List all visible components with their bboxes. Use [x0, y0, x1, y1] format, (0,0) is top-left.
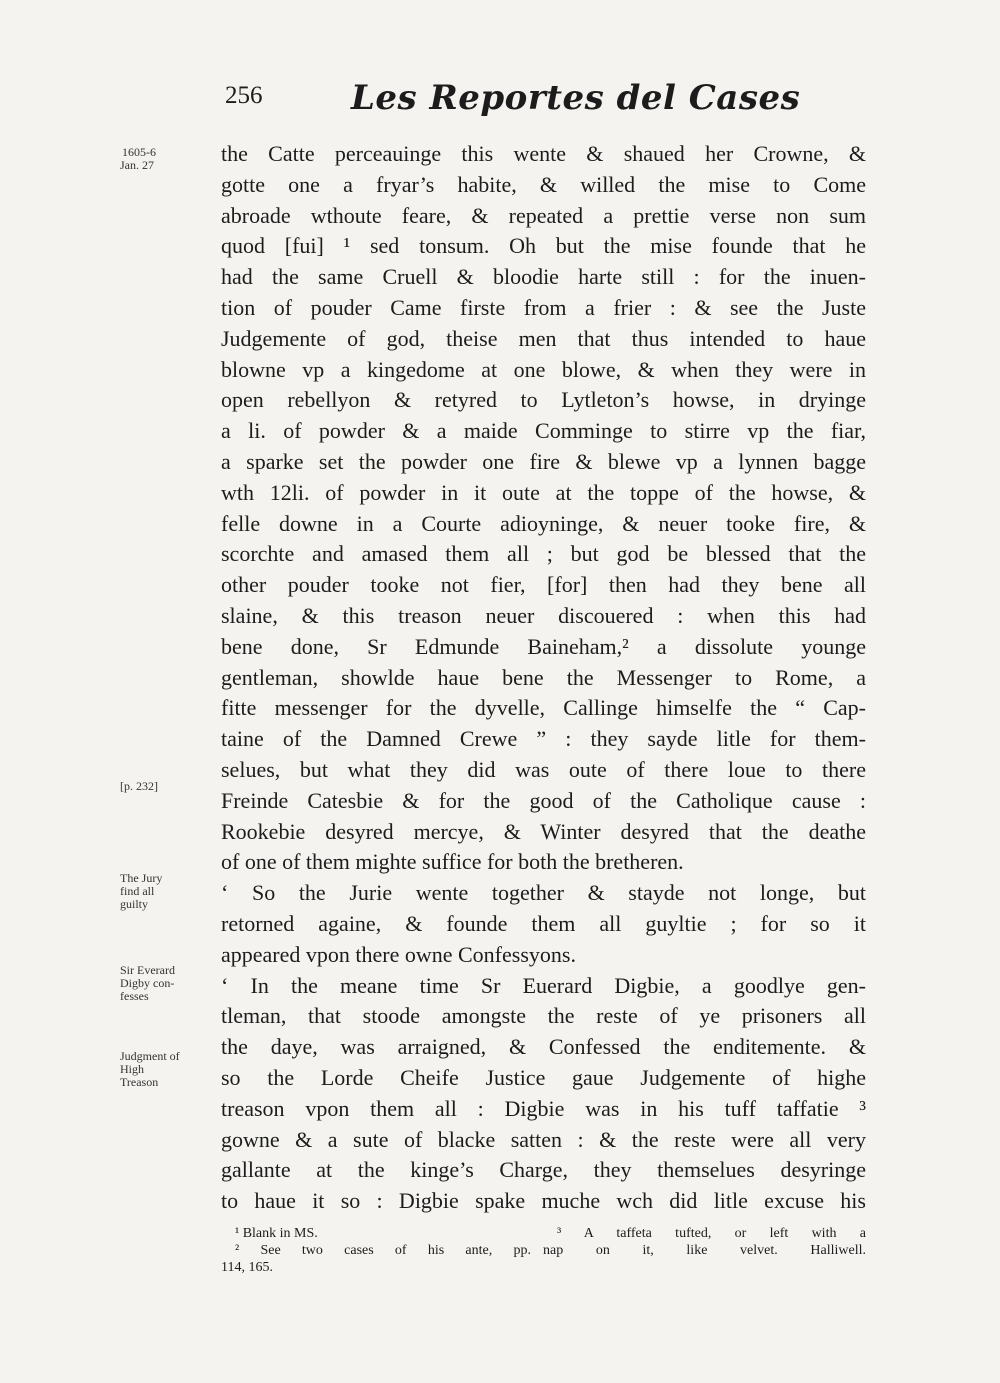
- body-line: of one of them mighte suffice for both the bretheren.: [221, 849, 684, 875]
- margin-note-date: [120, 146, 210, 172]
- body-line: the daye, was arraigned, & Confessed the enditemente. &: [221, 1034, 866, 1060]
- footnote-line: nap on it, like velvet. Halliwell.: [543, 1243, 866, 1258]
- body-line: open rebellyon & retyred to Lytleton’s howse, in dryinge: [221, 387, 866, 413]
- margin-note-line: find all: [120, 884, 155, 898]
- margin-note-line: The Jury: [120, 871, 163, 885]
- margin-note-page-ref: [120, 780, 210, 793]
- margin-note-line: Judgment of: [120, 1049, 180, 1063]
- page-header: [225, 78, 865, 126]
- body-line: so the Lorde Cheife Justice gaue Judgemente of highe: [221, 1064, 866, 1090]
- body-line: gentleman, showlde haue bene the Messenger to Rome, a: [221, 664, 866, 690]
- footnote-line: 114, 165.: [221, 1260, 273, 1275]
- body-line: selues, but what they did was oute of there loue to there: [221, 756, 866, 782]
- body-line: Freinde Catesbie & for the good of the Catholique cause :: [221, 787, 866, 813]
- margin-note-line: [p. 232]: [120, 779, 158, 793]
- page-number: 256: [225, 82, 263, 109]
- margin-note-judgment: [120, 1050, 210, 1089]
- margin-note-jury: [120, 872, 210, 911]
- margin-note-line: Sir Everard: [120, 963, 175, 977]
- body-line: tion of pouder Came firste from a frier : & see the Juste: [221, 294, 866, 320]
- margin-note-digby: [120, 964, 210, 1003]
- body-line: the Catte perceauinge this wente & shaued her Crowne, &: [221, 141, 866, 166]
- body-line: treason vpon them all : Digbie was in his tuff taffatie ³: [221, 1095, 866, 1121]
- body-line: Judgemente of god, theise men that thus intended to haue: [221, 325, 866, 351]
- body-line: ‘ So the Jurie wente together & stayde not longe, but: [221, 880, 866, 906]
- footnote-line: ² See two cases of his ante, pp.: [235, 1243, 531, 1258]
- margin-note-line: Treason: [120, 1075, 159, 1089]
- body-line: blowne vp a kingedome at one blowe, & when they were in: [221, 356, 866, 382]
- body-line: had the same Cruell & bloodie harte still : for the inuen-: [221, 264, 866, 290]
- body-line: ‘ In the meane time Sr Euerard Digbie, a goodlye gen-: [221, 972, 866, 998]
- body-line: a li. of powder & a maide Comminge to stirre vp the fiar,: [221, 418, 866, 444]
- footnotes-right-column: [543, 1225, 866, 1259]
- margin-note-line: fesses: [120, 989, 149, 1003]
- running-title: Les Reportes del Cases: [351, 78, 801, 118]
- margin-note-line: Digby con-: [120, 976, 175, 990]
- body-line: felle downe in a Courte adioyninge, & neuer tooke fire, &: [221, 510, 866, 536]
- body-line: wth 12li. of powder in it oute at the toppe of the howse, &: [221, 479, 866, 505]
- margin-note-line: High: [120, 1062, 144, 1076]
- body-line: to haue it so : Digbie spake muche wch did litle excuse his: [221, 1188, 866, 1214]
- body-line: slaine, & this treason neuer discouered : when this had: [221, 602, 866, 628]
- body-line: abroade wthoute feare, & repeated a prettie verse non sum: [221, 202, 866, 228]
- body-line: gowne & a sute of blacke satten : & the reste were all very: [221, 1126, 866, 1152]
- body-line: taine of the Damned Crewe ” : they sayde litle for them-: [221, 726, 866, 752]
- footnote-line: ¹ Blank in MS.: [235, 1226, 318, 1241]
- footnotes-left-column: [221, 1225, 531, 1276]
- body-line: other pouder tooke not fier, [for] then had they bene all: [221, 572, 866, 598]
- body-line: appeared vpon there owne Confessyons.: [221, 941, 576, 967]
- margin-note-line: 1605-6: [122, 145, 156, 159]
- margin-note-line: guilty: [120, 897, 149, 911]
- body-line: retorned againe, & founde them all guyltie ; for so it: [221, 910, 866, 936]
- body-line: scorchte and amased them all ; but god be blessed that the: [221, 541, 866, 567]
- margin-note-line: Jan. 27: [120, 158, 154, 172]
- body-line: gotte one a fryar’s habite, & willed the mise to Come: [221, 171, 866, 197]
- body-line: fitte messenger for the dyvelle, Callinge himselfe the “ Cap-: [221, 695, 866, 721]
- body-text: [221, 139, 866, 1217]
- body-line: Rookebie desyred mercye, & Winter desyred that the deathe: [221, 818, 866, 844]
- footnote-line: ³ A taffeta tufted, or left with a: [557, 1226, 866, 1241]
- body-line: tleman, that stoode amongste the reste of ye prisoners all: [221, 1003, 866, 1029]
- body-line: a sparke set the powder one fire & blewe vp a lynnen bagge: [221, 448, 866, 474]
- body-line: bene done, Sr Edmunde Baineham,² a dissolute younge: [221, 633, 866, 659]
- body-line: quod [fui] ¹ sed tonsum. Oh but the mise founde that he: [221, 233, 866, 259]
- body-line: gallante at the kinge’s Charge, they themselues desyringe: [221, 1157, 866, 1183]
